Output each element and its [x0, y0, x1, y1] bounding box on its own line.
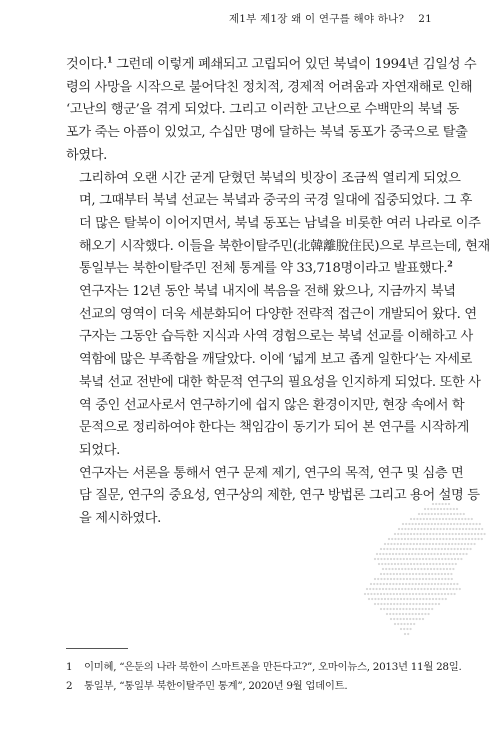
text-line — [66, 145, 440, 168]
text-line — [66, 326, 473, 349]
footnote-text: 이미혜, “은둔의 나라 북한이 스마트폰을 만든다고?”, 오마이뉴스, 2013년 11월 28일. — [84, 661, 462, 673]
body-text — [66, 54, 490, 531]
running-head-chapter: 제1장 왜 이 연구를 해야 하나? — [260, 13, 405, 25]
footnote-number: 1 — [66, 661, 73, 673]
text-line — [66, 236, 490, 259]
text-segment: ‘고난의 행군’을 겪게 되었다. 그리고 이러한 고난으로 수백만의 북녘 동 — [66, 102, 459, 118]
text-segment: 더 많은 탈북이 이어지면서, 북녘 동포는 남녘을 비롯한 여러 나라로 이주 — [79, 215, 481, 231]
text-segment: 령의 사망을 시작으로 불어닥친 정치적, 경제적 어려움과 자연재해로 인해 — [66, 79, 473, 95]
text-line — [66, 485, 480, 508]
text-segment: 을 제시하였다. — [79, 511, 162, 527]
text-line — [66, 213, 481, 236]
text-line — [66, 77, 473, 100]
text-segment: 구자는 그동안 습득한 지식과 사역 경험으로는 북녘 선교를 이해하고 사 — [79, 329, 473, 345]
text-segment: 그런데 이렇게 폐쇄되고 고립되어 있던 북녘이 1994년 김일성 수 — [112, 57, 477, 72]
footnote-number: 2 — [66, 680, 73, 692]
text-line — [66, 99, 459, 122]
text-line — [66, 372, 481, 395]
body-paragraph — [66, 54, 477, 168]
running-head — [229, 11, 432, 26]
body-paragraph — [66, 168, 490, 282]
footnote-2 — [66, 677, 446, 696]
text-segment: 것이다. — [66, 57, 108, 72]
text-line — [66, 54, 477, 77]
text-line — [66, 122, 468, 145]
text-segment: 포가 죽는 아픔이 있었고, 수십만 명에 달하는 북녘 동포가 중국으로 탈출 — [66, 125, 468, 141]
text-segment: 해오기 시작했다. 이들을 북한이탈주민(北韓離脫住民)으로 부르는데, 현재 — [79, 238, 490, 254]
footnotes — [66, 658, 462, 696]
footnote-text: 통일부, “통일부 북한이탈주민 통계”, 2020년 9월 업데이트. — [84, 680, 348, 692]
text-line — [66, 190, 472, 213]
footnote-reference: 2 — [447, 258, 453, 269]
text-segment: 연구자는 서론을 통해서 연구 문제 제기, 연구의 목적, 연구 및 심층 면 — [79, 465, 464, 481]
text-segment: 그리하여 오랜 시간 굳게 닫혔던 북녘의 빗장이 조금씩 열리게 되었으 — [79, 170, 461, 186]
text-segment: 연구자는 12년 동안 북녘 내지에 복음을 전해 왔으나, 지금까지 북녘 — [79, 284, 456, 300]
text-segment: 문적으로 정리하여야 한다는 책임감이 동기가 되어 본 연구를 시작하게 — [79, 420, 470, 436]
body-paragraph — [66, 281, 481, 463]
text-line — [66, 168, 461, 191]
text-segment: 선교의 영역이 더욱 세분화되어 다양한 전략적 접근이 개발되어 왔다. 연 — [79, 306, 477, 322]
running-head-title — [229, 11, 404, 26]
body-paragraph — [66, 463, 480, 531]
text-line — [66, 281, 456, 304]
running-head-part: 제1부 — [228, 13, 257, 25]
text-segment: 역 중인 선교사로서 연구하기에 쉽지 않은 환경이지만, 현장 속에서 학 — [79, 397, 465, 413]
text-segment: 며, 그때부터 북녘 선교는 북녘과 중국의 국경 일대에 집중되었다. 그 후 — [79, 193, 472, 209]
text-line — [66, 440, 440, 463]
footnote-rule — [66, 648, 128, 649]
text-segment: 통일부는 북한이탈주민 전체 통계를 약 33,718명이라고 발표했다. — [79, 261, 448, 277]
text-segment: 담 질문, 연구의 중요성, 연구상의 제한, 연구 방법론 그리고 용어 설명 등 — [79, 488, 480, 504]
text-line — [66, 349, 472, 372]
text-line — [66, 417, 470, 440]
footnote-reference: 1 — [107, 54, 113, 65]
text-line — [66, 508, 440, 531]
text-line — [66, 304, 477, 327]
page-number: 21 — [418, 13, 432, 25]
footnote-1 — [66, 658, 462, 677]
text-line — [66, 395, 465, 418]
text-line — [66, 258, 453, 281]
text-segment: 되었다. — [79, 442, 121, 458]
text-segment: 역함에 많은 부족함을 깨달았다. 이에 ‘넓게 보고 좁게 일한다’는 자세로 — [79, 352, 472, 368]
text-segment: 북녘 선교 전반에 대한 학문적 연구의 필요성을 인지하게 되었다. 또한 사 — [79, 374, 481, 390]
text-line — [66, 463, 464, 486]
text-segment: 하였다. — [66, 147, 108, 163]
